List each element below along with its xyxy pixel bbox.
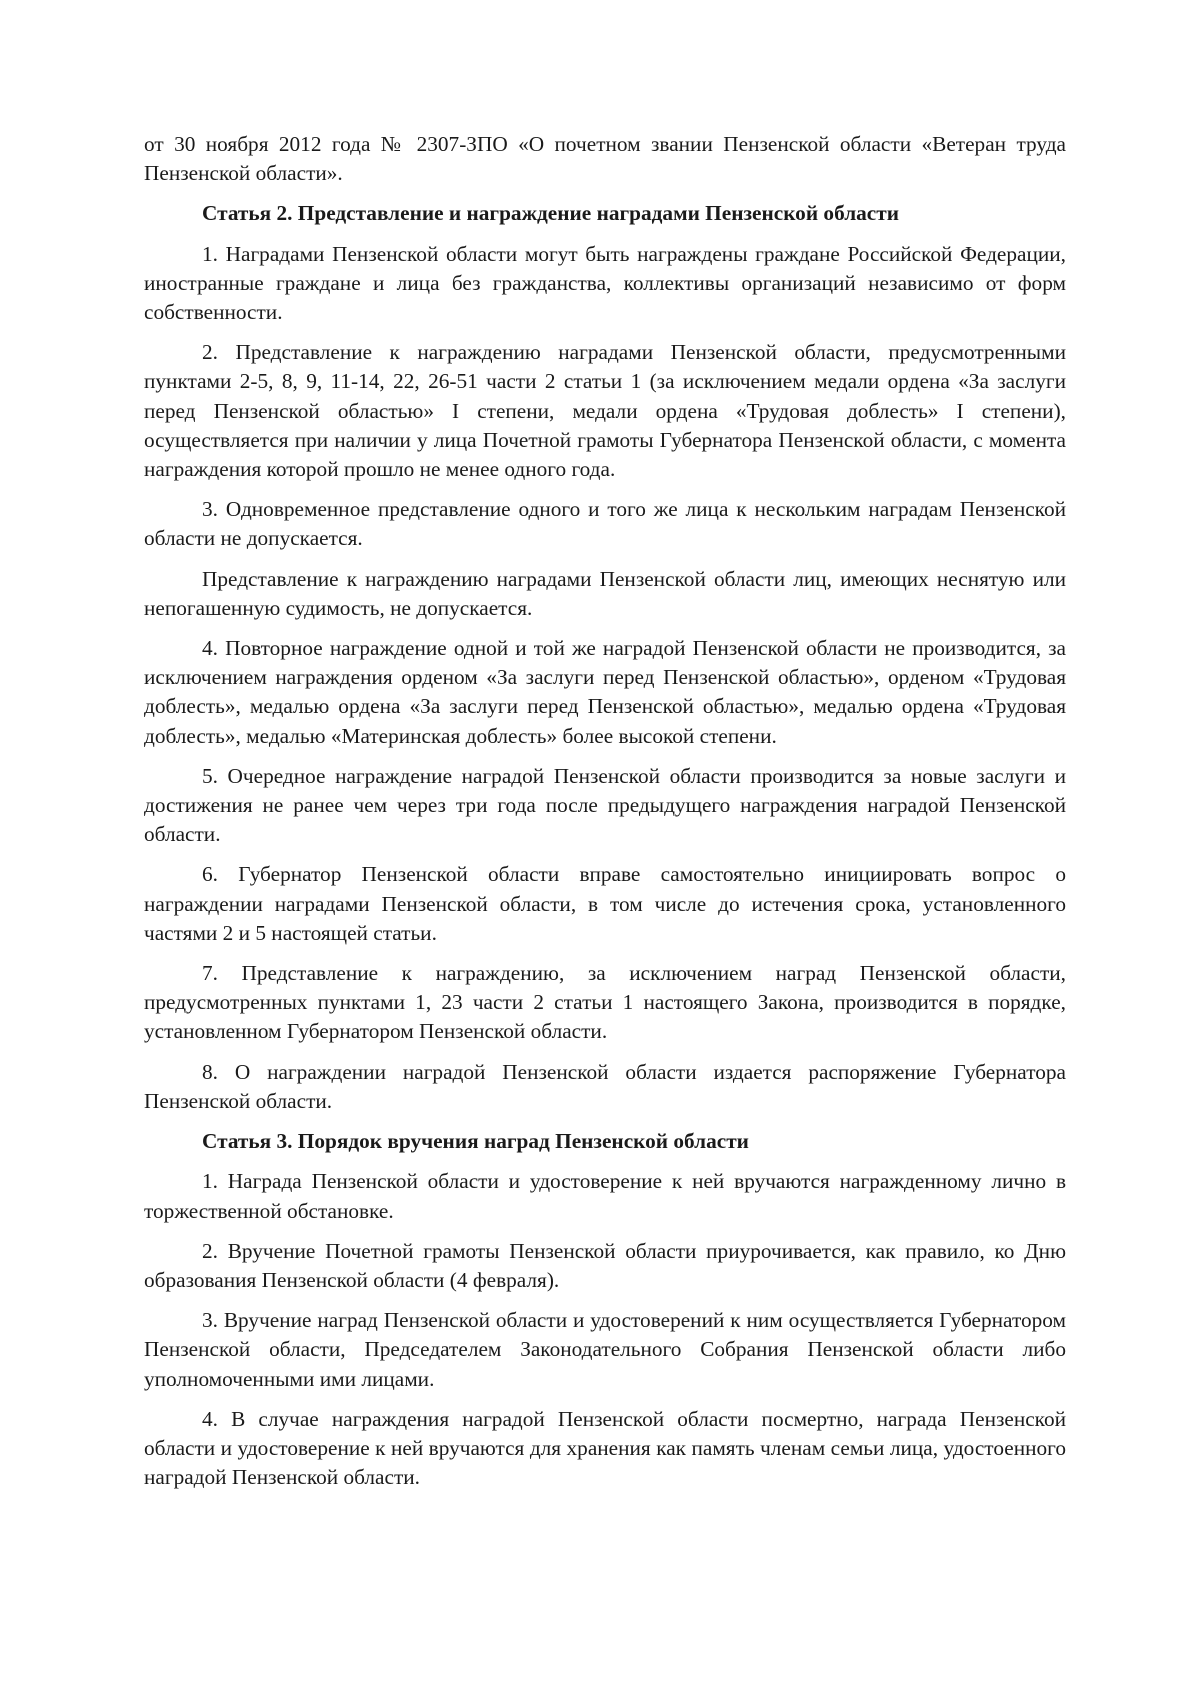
article-2-paragraph-3: 3. Одновременное представление одного и того же лица к нескольким наградам Пензенской области не допускается. <box>144 497 1066 551</box>
article-3-paragraph-1: 1. Награда Пензенской области и удостоверение к ней вручаются награжденному лично в торжественной обстановке. <box>144 1169 1066 1223</box>
article-3-paragraph-2: 2. Вручение Почетной грамоты Пензенской области приурочивается, как правило, ко Дню образования Пензенской области (4 февраля). <box>144 1238 1066 1292</box>
document-page <box>144 130 1066 1503</box>
article-2-paragraph-6: 6. Губернатор Пензенской области вправе самостоятельно инициировать вопрос о награждении наградами Пензенской области, в том числе до истечения срока, установленного частями 2 и 5 настоящей статьи. <box>144 862 1066 945</box>
article-2-paragraph-7: 7. Представление к награждению, за исключением наград Пензенской области, предусмотренных пунктами 1, 23 части 2 статьи 1 настоящего Закона, производится в порядке, установленном Губернатором Пензенской области. <box>144 961 1066 1044</box>
article-3-paragraph-3: 3. Вручение наград Пензенской области и удостоверений к ним осуществляется Губернатором Пензенской области, Председателем Законодательного Собрания Пензенской области либо уполномоченными ими лицами. <box>144 1308 1066 1391</box>
article-2-paragraph-2: 2. Представление к награждению наградами Пензенской области, предусмотренными пунктами 2-5, 8, 9, 11-14, 22, 26-51 части 2 статьи 1 (за исключением медали ордена «За заслуги перед Пензенской областью» I степени, медали ордена «Трудовая доблесть» I степени), осуществляется при наличии у лица Почетной грамоты Губернатора Пензенской области, с момента награждения которой прошло не менее одного года. <box>144 340 1066 482</box>
article-2-paragraph-8: 8. О награждении наградой Пензенской области издается распоряжение Губернатора Пензенской области. <box>144 1059 1066 1113</box>
article-2-paragraph-5: 5. Очередное награждение наградой Пензенской области производится за новые заслуги и достижения не ранее чем через три года после предыдущего награждения наградой Пензенской области. <box>144 763 1066 847</box>
intro-paragraph: от 30 ноября 2012 года № 2307-ЗПО «О почетном звании Пензенской области «Ветеран труда Пензенской области». <box>144 132 1066 186</box>
article-3-paragraph-4: 4. В случае награждения наградой Пензенской области посмертно, награда Пензенской области и удостоверение к ней вручаются для хранения как память членам семьи лица, удостоенного наградой Пензенской области. <box>144 1406 1066 1490</box>
article-3-heading: Статья 3. Порядок вручения наград Пензенской области <box>202 1129 749 1154</box>
article-2-paragraph-4: 4. Повторное награждение одной и той же наградой Пензенской области не производится, за исключением награждения орденом «За заслуги перед Пензенской областью», орденом «Трудовая доблесть», медалью ордена «За заслуги перед Пензенской областью», медалью ордена «Трудовая доблесть», медалью «Материнская доблесть» более высокой степени. <box>144 636 1066 748</box>
article-2-paragraph-1: 1. Наградами Пензенской области могут быть награждены граждане Российской Федерации, иностранные граждане и лица без гражданства, коллективы организаций независимо от форм собственности. <box>144 241 1066 325</box>
article-2-heading: Статья 2. Представление и награждение наградами Пензенской области <box>202 201 899 226</box>
article-2-paragraph-3-continued: Представление к награждению наградами Пензенской области лиц, имеющих неснятую или непогашенную судимость, не допускается. <box>144 566 1066 620</box>
